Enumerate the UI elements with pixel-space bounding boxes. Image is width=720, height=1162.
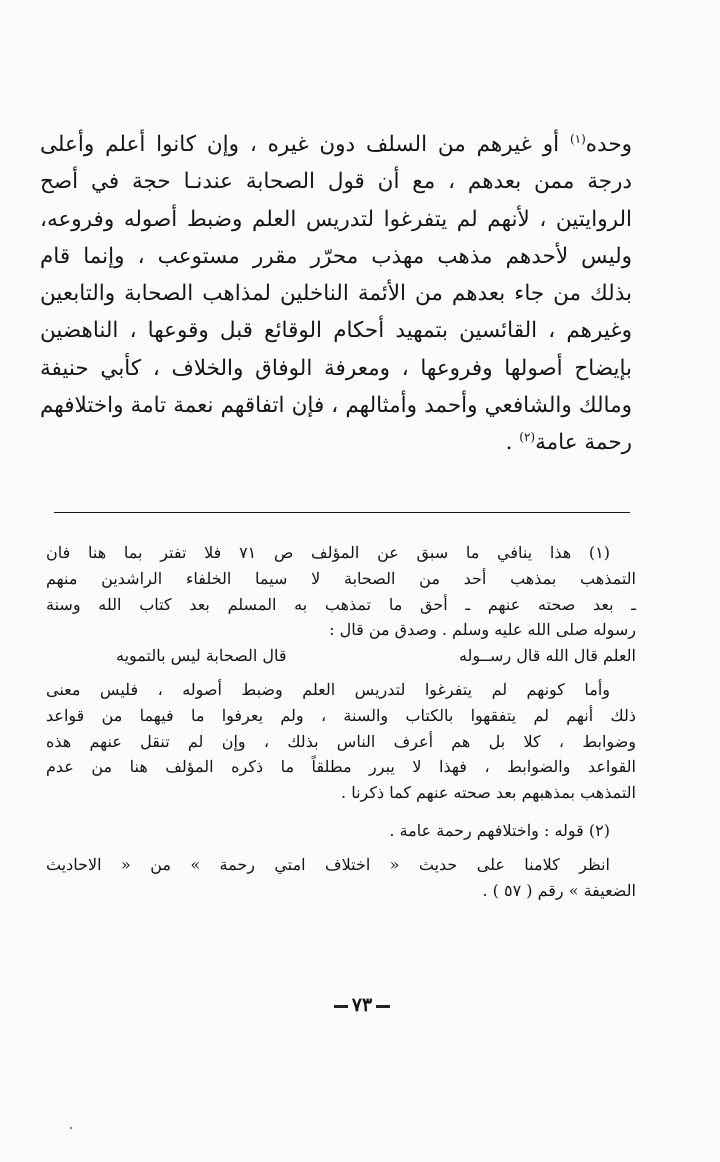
main-text-body <box>40 126 632 462</box>
footnote-2-heading: (٢) قوله : واختلافهم رحمة عامة . <box>389 820 610 840</box>
footnote-2-line: الضعيفة » رقم ( ٥٧ ) . <box>482 880 636 900</box>
footnote-ref-1[interactable]: (١) <box>569 132 586 146</box>
footnote-2-line: انظر كلامنا على حديث « اختلاف امتي رحمة » من « الاحاديث <box>46 854 610 874</box>
footnote-1-line: رسوله صلى الله عليه وسلم . وصدق من قال : <box>329 620 636 640</box>
main-text-line: وليس لأحدهم مذهب مهذب محرّر مقرر مستوعب ، وإنما قام <box>40 243 632 269</box>
verse-hemistich-left: قال الصحابة ليس بالتمويه <box>116 646 287 666</box>
main-text-line: وغيرهم ، القائسين بتمهيد أحكام الوقائع قبل وقوعها ، الناهضين <box>40 318 632 344</box>
main-text-line: ومالك والشافعي وأحمد وأمثالهم ، فإن اتفاقهم نعمة تامة واختلافهم <box>40 393 632 419</box>
main-text-line: الروايتين ، لأنهم لم يتفرغوا لتدريس العلم وضبط أصوله وفروعه، <box>40 206 632 232</box>
main-text-line: رحمة عامة$^{(٢)}$ . <box>505 430 632 456</box>
footnote-1-line: التمذهب بمذهب أحد من الصحابة لا سيما الخلفاء الراشدين منهم <box>46 568 636 588</box>
footnote-separator <box>54 512 630 513</box>
main-text-line: بذلك من جاء بعدهم من الأئمة الناخلين لمذاهب الصحابة والتابعين <box>40 281 632 307</box>
main-text-line: بإيضاح أصولها وفروعها ، ومعرفة الوفاق والخلاف ، كأبي حنيفة <box>40 355 632 381</box>
footnotes-section <box>46 540 636 903</box>
footnote-1-line: وضوابط ، كلا بل هم أعرف الناس بذلك ، وإن لم تنقل عنهم هذه <box>46 731 637 751</box>
verse-hemistich-right: العلم قال الله قال رســوله <box>458 646 636 666</box>
footnote-1-line: التمذهب بمذهبهم بعد صحته عنهم كما ذكرنا . <box>341 783 636 803</box>
page-number-dash <box>376 1005 390 1008</box>
main-text-line: درجة ممن بعدهم ، مع أن قول الصحابة عندنـا حجة في أصح <box>40 169 632 195</box>
footnote-1-line: وأما كونهم لم يتفرغوا لتدريس العلم وضبط أصوله ، فليس معنى <box>46 679 610 699</box>
footnote-1-line: ذلك أنهم لم يتفقهوا بالكتاب والسنة ، ولم يعرفوا ما فيهما من قواعد <box>46 705 636 725</box>
page-number: ٧٣ <box>312 994 412 1016</box>
scan-speck <box>70 1127 72 1129</box>
footnote-1-line: ـ بعد صحته عنهم ـ أحق ما تمذهب به المسلم بعد كتاب الله وسنة <box>46 594 636 614</box>
page-number-dash <box>334 1005 348 1008</box>
main-text-line: وحده$^{(١)}$ أو غيرهم من السلف دون غيره ، وإن كانوا أعلم وأعلى <box>40 132 632 157</box>
footnote-1-line: القواعد والضوابط ، فهذا لا يبرر مطلقاً ما ذكره المؤلف هنا من عدم <box>46 757 636 777</box>
footnote-1-line: (١) هذا ينافي ما سبق عن المؤلف ص ٧١ فلا تفتر بما هنا فان <box>46 543 610 562</box>
footnote-ref-2[interactable]: (٢) <box>519 430 536 445</box>
footnote-1-verse <box>46 643 636 669</box>
